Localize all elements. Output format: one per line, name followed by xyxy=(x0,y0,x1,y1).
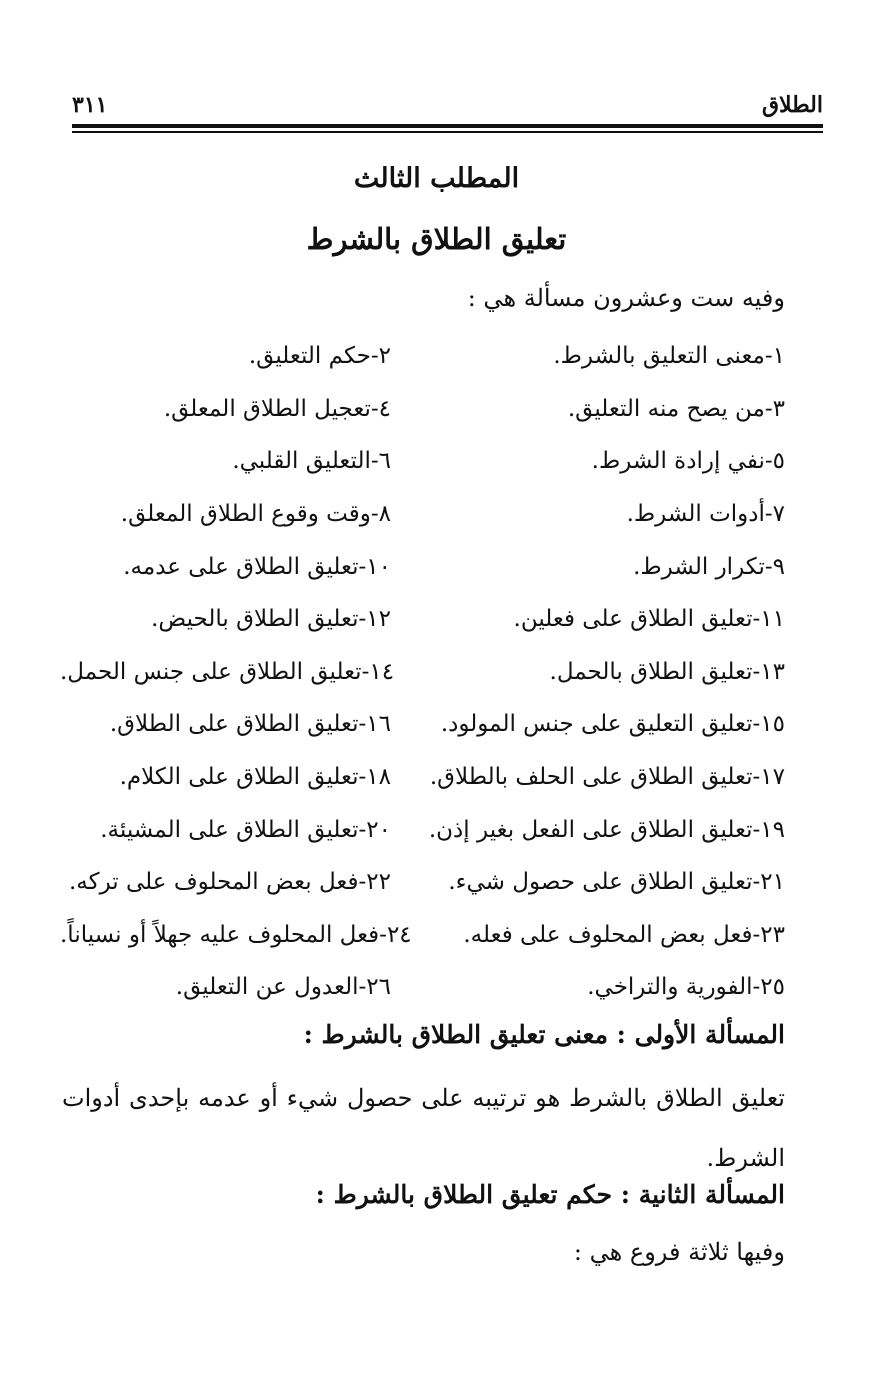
topic-item: ١٩-تعليق الطلاق على الفعل بغير إذن. xyxy=(428,816,785,843)
topic-item: ١٦-تعليق الطلاق على الطلاق. xyxy=(109,711,391,738)
header-rule-thick xyxy=(72,124,823,128)
topic-item: ٧-أدوات الشرط. xyxy=(626,501,785,528)
topic-item: ٤-تعجيل الطلاق المعلق. xyxy=(163,395,391,422)
topic-row xyxy=(60,856,785,909)
topic-item: ٢٠-تعليق الطلاق على المشيئة. xyxy=(100,816,391,843)
topic-row xyxy=(60,751,785,804)
question-1-heading: المسألة الأولى : معنى تعليق الطلاق بالشرط : xyxy=(303,1020,785,1049)
topic-item: ٨-وقت وقوع الطلاق المعلق. xyxy=(120,501,391,528)
topic-item: ٣-من يصح منه التعليق. xyxy=(567,395,785,422)
section-title: المطلب الثالث xyxy=(353,163,520,194)
topic-row xyxy=(60,488,785,541)
topic-item: ٢٦-العدول عن التعليق. xyxy=(175,974,391,1001)
topic-item: ٢٢-فعل بعض المحلوف على تركه. xyxy=(69,869,391,896)
topic-row xyxy=(60,435,785,488)
topic-row xyxy=(60,803,785,856)
topic-item: ٦-التعليق القلبي. xyxy=(232,448,391,475)
topic-row xyxy=(60,593,785,646)
topic-row xyxy=(60,383,785,436)
topic-item: ١٣-تعليق الطلاق بالحمل. xyxy=(549,658,785,685)
topic-row xyxy=(60,909,785,962)
topic-item: ٢٣-فعل بعض المحلوف على فعله. xyxy=(463,921,785,948)
running-header xyxy=(72,92,823,124)
topic-item: ١١-تعليق الطلاق على فعلين. xyxy=(513,606,785,633)
topic-row xyxy=(60,646,785,699)
topic-item: ٢-حكم التعليق. xyxy=(248,343,391,370)
topic-row xyxy=(60,540,785,593)
topic-item: ١-معنى التعليق بالشرط. xyxy=(553,343,785,370)
topic-item: ١٠-تعليق الطلاق على عدمه. xyxy=(123,553,391,580)
question-2-heading: المسألة الثانية : حكم تعليق الطلاق بالشرط : xyxy=(315,1180,785,1209)
topic-item: ٩-تكرار الشرط. xyxy=(633,553,785,580)
topic-row xyxy=(60,961,785,1014)
topic-item: ٢١-تعليق الطلاق على حصول شيء. xyxy=(448,869,785,896)
page-number: ٣١١ xyxy=(72,92,108,118)
topic-item: ٢٤-فعل المحلوف عليه جهلاً أو نسياناً. xyxy=(60,921,412,948)
topic-row xyxy=(60,330,785,383)
question-2-body: وفيها ثلاثة فروع هي : xyxy=(573,1238,785,1266)
topic-item: ١٤-تعليق الطلاق على جنس الحمل. xyxy=(60,658,395,685)
intro-text: وفيه ست وعشرون مسألة هي : xyxy=(467,284,785,312)
topic-row xyxy=(60,698,785,751)
running-header-title: الطلاق xyxy=(761,92,823,118)
topic-item: ١٥-تعليق التعليق على جنس المولود. xyxy=(440,711,785,738)
topic-item: ١٨-تعليق الطلاق على الكلام. xyxy=(119,764,391,791)
header-rule-thin xyxy=(72,131,823,133)
topics-list xyxy=(60,330,785,1014)
topic-item: ١٧-تعليق الطلاق على الحلف بالطلاق. xyxy=(429,764,785,791)
section-subtitle: تعليق الطلاق بالشرط xyxy=(306,222,567,256)
question-1-body: تعليق الطلاق بالشرط هو ترتيبه على حصول شيء أو عدمه بإحدى أدوات الشرط. xyxy=(62,1084,785,1172)
topic-item: ٥-نفي إرادة الشرط. xyxy=(591,448,785,475)
topic-item: ٢٥-الفورية والتراخي. xyxy=(587,974,785,1001)
topic-item: ١٢-تعليق الطلاق بالحيض. xyxy=(151,606,391,633)
